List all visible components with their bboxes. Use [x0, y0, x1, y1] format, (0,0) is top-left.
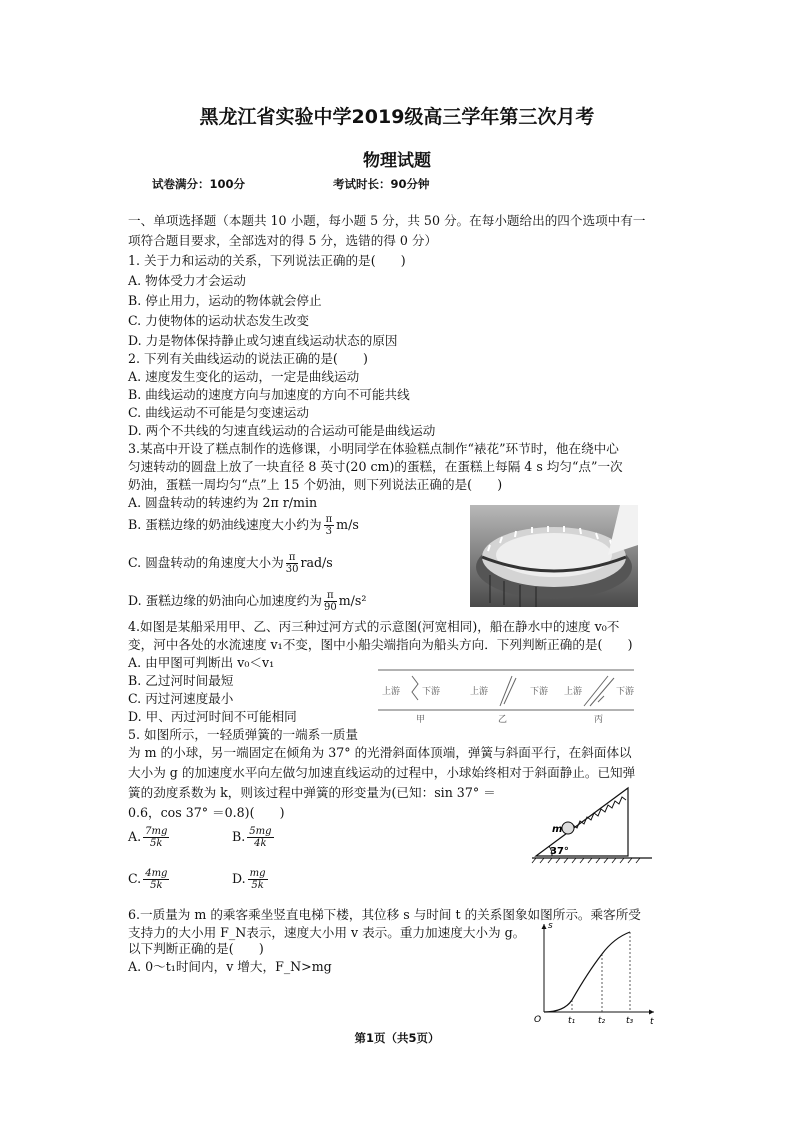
fig-bing-upstream: 上游 — [564, 687, 583, 697]
q4-option-a: A. 由甲图可判断出 v₀＜v₁ — [128, 655, 275, 670]
exam-subtitle: 物理试题 — [363, 151, 431, 171]
q5-option-d: D. $\frac{mg}{5k}$ — [232, 868, 266, 891]
ball — [562, 822, 574, 834]
fig-jia-upstream: 上游 — [382, 687, 401, 697]
q4-option-d: D. 甲、丙过河时间不可能相同 — [128, 709, 297, 724]
q4-stem-2: 变，河中各处的水流速度 v₁不变，图中小船尖端指向为船头方向．下列判断正确的是( ) — [128, 637, 633, 652]
q1-option-c: C. 力使物体的运动状态发生改变 — [128, 313, 309, 328]
t1-label: t₁ — [568, 1016, 576, 1026]
q3-option-b: B. 蛋糕边缘的奶油线速度大小约为 $\frac{\pi}{3}$ m/s — [128, 514, 359, 537]
fig-label-bing: 丙 — [594, 715, 604, 725]
boat-yi — [500, 676, 516, 706]
q5-stem-1: 5. 如图所示，一轻质弹簧的一端系一质量 — [128, 727, 359, 742]
river-crossing-figure — [372, 662, 640, 726]
q4-option-b: B. 乙过河时间最短 — [128, 673, 234, 688]
q5-stem-5: 0.6，cos 37° ＝0.8)( ) — [128, 805, 285, 820]
q5-stem-2: 为 m 的小球，另一端固定在倾角为 37° 的光滑斜面体顶端，弹簧与斜面平行，在斜面体以 — [128, 745, 632, 760]
q2-option-b: B. 曲线运动的速度方向与加速度的方向不可能共线 — [128, 387, 410, 402]
s-t-graph — [530, 918, 660, 1026]
q2-option-a: A. 速度发生变化的运动，一定是曲线运动 — [128, 369, 360, 384]
q6-stem-2: 支持力的大小用 F_N表示，速度大小用 v 表示。重力加速度大小为 g。 — [128, 925, 526, 940]
q1-stem: 1. 关于力和运动的关系，下列说法正确的是( ) — [128, 253, 406, 268]
q6-option-a: A. 0～t₁时间内，v 增大，F_N>mg — [128, 959, 332, 974]
q4-option-c: C. 丙过河速度最小 — [128, 691, 234, 706]
s-t-curve — [544, 932, 630, 1012]
q3-option-a: A. 圆盘转动的转速约为 2π r/min — [128, 495, 318, 510]
exam-title: 黑龙江省实验中学2019级高三学年第三次月考 — [199, 106, 595, 128]
boat-jia — [412, 676, 418, 700]
q5-stem-4: 簧的劲度系数为 k，则该过程中弹簧的形变量为(已知：sin 37° ＝ — [128, 785, 496, 800]
q4-stem-1: 4.如图是某船采用甲、乙、丙三种过河方式的示意图(河宽相同)，船在静水中的速度 v₀不 — [128, 619, 620, 634]
q1-option-d: D. 力是物体保持静止或匀速直线运动状态的原因 — [128, 333, 398, 348]
q3-stem-1: 3.某高中开设了糕点制作的选修课，小明同学在体验糕点制作“裱花”环节时，他在绕中心 — [128, 441, 619, 456]
q5-option-b: B. $\frac{5mg}{4k}$ — [232, 826, 272, 849]
fig-yi-downstream: 下游 — [530, 687, 549, 697]
ground-hatch — [532, 858, 640, 863]
s-axis-label: s — [548, 921, 553, 931]
q3-stem-2: 匀速转动的圆盘上放了一块直径 8 英寸(20 cm)的蛋糕，在蛋糕上每隔 4 s 均匀“点”一次 — [128, 459, 623, 474]
q6-stem-3: 以下判断正确的是( ) — [128, 941, 264, 956]
fig-angle-label: 37° — [550, 846, 569, 857]
duration: 考试时长：90分钟 — [333, 177, 430, 191]
fig-label-yi: 乙 — [498, 715, 508, 725]
q2-option-c: C. 曲线运动不可能是匀变速运动 — [128, 405, 309, 420]
section-intro-1: 一、单项选择题（本题共 10 小题，每小题 5 分，共 50 分。在每小题给出的四个选项中有一 — [128, 213, 646, 228]
q2-stem: 2. 下列有关曲线运动的说法正确的是( ) — [128, 351, 368, 366]
q3-option-d: D. 蛋糕边缘的奶油向心加速度约为 $\frac{\pi}{90}$ m/s² — [128, 590, 367, 613]
page-footer: 第1页（共5页） — [354, 1031, 440, 1045]
q5-stem-3: 大小为 g 的加速度水平向左做匀加速直线运动的过程中，小球始终相对于斜面静止。已知弹 — [128, 765, 636, 780]
q5-option-a: A. $\frac{7mg}{5k}$ — [128, 826, 168, 849]
q6-stem-1: 6.一质量为 m 的乘客乘坐竖直电梯下楼，其位移 s 与时间 t 的关系图象如图所示。乘客所受 — [128, 907, 641, 922]
t3-label: t₃ — [626, 1016, 634, 1026]
q3-stem-3: 奶油，蛋糕一周均匀“点”上 15 个奶油，则下列说法正确的是( ) — [128, 477, 503, 492]
t2-label: t₂ — [598, 1016, 606, 1026]
fig-yi-upstream: 上游 — [470, 687, 489, 697]
q3-option-c: C. 圆盘转动的角速度大小为 $\frac{\pi}{30}$ rad/s — [128, 552, 333, 575]
t-axis-label: t — [650, 1017, 654, 1026]
full-score: 试卷满分：100分 — [152, 177, 246, 191]
q5-option-c: C. $\frac{4mg}{5k}$ — [128, 868, 168, 891]
fig-label-jia: 甲 — [416, 715, 426, 725]
q2-option-d: D. 两个不共线的匀速直线运动的合运动可能是曲线运动 — [128, 423, 436, 438]
fig-mass-label: m — [552, 824, 563, 835]
origin-label: O — [534, 1015, 542, 1025]
section-intro-2: 项符合题目要求，全部选对的得 5 分，选错的得 0 分） — [128, 233, 438, 248]
q1-option-a: A. 物体受力才会运动 — [128, 273, 246, 288]
boat-bing — [584, 676, 614, 706]
cake-photo — [470, 505, 638, 607]
incline-figure — [530, 782, 654, 864]
fig-bing-downstream: 下游 — [616, 687, 635, 697]
q1-option-b: B. 停止用力，运动的物体就会停止 — [128, 293, 322, 308]
fig-jia-downstream: 下游 — [422, 687, 441, 697]
spring — [570, 797, 626, 832]
